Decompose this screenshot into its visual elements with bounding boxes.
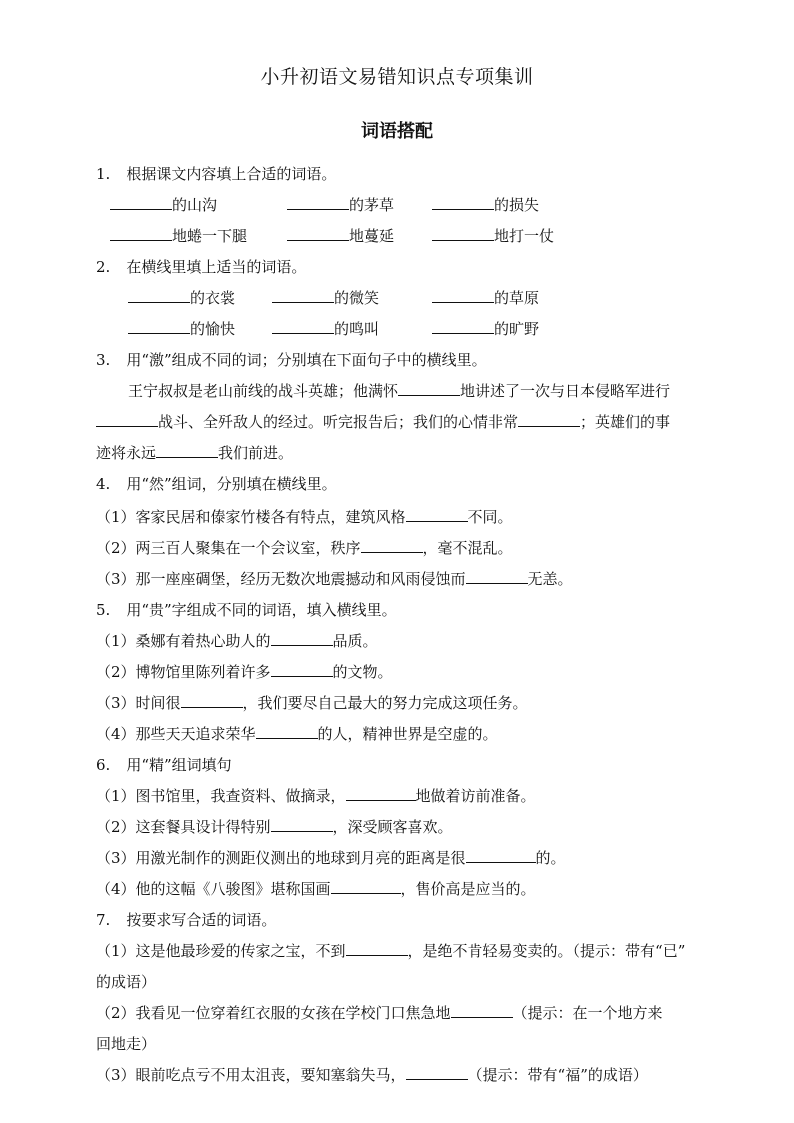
question-text: 用“精”组词填句 bbox=[126, 756, 232, 774]
sub-question: （3）时间很 ，我们要尽自己最大的努力完成这项任务。 bbox=[96, 694, 528, 712]
passage-line: 王宁叔叔是老山前线的战斗英雄；他满怀 地讲述了一次与日本侵略军进行 bbox=[128, 382, 671, 400]
fill-item: 的微笑 bbox=[272, 288, 379, 308]
question-text: 用“激”组成不同的词；分别填在下面句子中的横线里。 bbox=[126, 351, 487, 369]
sub-question: （1）客家民居和傣家竹楼各有特点，建筑风格 不同。 bbox=[96, 508, 513, 526]
answer-blank[interactable] bbox=[518, 412, 580, 427]
answer-blank[interactable] bbox=[406, 507, 468, 522]
answer-blank[interactable] bbox=[128, 288, 190, 303]
answer-blank[interactable] bbox=[398, 381, 460, 396]
sub-question: （2）两三百人聚集在一个会议室，秩序 ，毫不混乱。 bbox=[96, 539, 513, 557]
sub-question: （3）用激光制作的测距仪测出的地球到月亮的距离是很 的。 bbox=[96, 849, 566, 867]
sub-question-continued: 的成语） bbox=[96, 973, 157, 991]
sub-question: （1）桑娜有着热心助人的 品质。 bbox=[96, 632, 378, 650]
fill-item: 的山沟 bbox=[110, 195, 217, 215]
answer-blank[interactable] bbox=[256, 724, 318, 739]
question-number: 3. bbox=[96, 351, 111, 369]
answer-blank[interactable] bbox=[272, 288, 334, 303]
answer-blank[interactable] bbox=[432, 288, 494, 303]
question-text: 用“然”组词，分别填在横线里。 bbox=[126, 475, 337, 493]
answer-blank[interactable] bbox=[361, 538, 423, 553]
answer-blank[interactable] bbox=[110, 226, 172, 241]
question-6 bbox=[96, 755, 232, 775]
sub-question: （3）那一座座碉堡，经历无数次地震撼动和风雨侵蚀而 无恙。 bbox=[96, 570, 573, 588]
answer-blank[interactable] bbox=[181, 693, 243, 708]
answer-blank[interactable] bbox=[156, 443, 218, 458]
fill-item: 的旷野 bbox=[432, 319, 539, 339]
sub-question: （4）他的这幅《八骏图》堪称国画 ，售价高是应当的。 bbox=[96, 880, 536, 898]
question-1 bbox=[96, 164, 336, 184]
question-text: 按要求写合适的词语。 bbox=[126, 911, 277, 929]
sub-question: （2）我看见一位穿着红衣服的女孩在学校门口焦急地 （提示：在一个地方来 bbox=[96, 1004, 663, 1022]
answer-blank[interactable] bbox=[451, 1003, 513, 1018]
question-number: 5. bbox=[96, 601, 111, 619]
question-7 bbox=[96, 910, 276, 930]
question-5 bbox=[96, 600, 397, 620]
question-text: 用“贵”字组成不同的词语，填入横线里。 bbox=[126, 601, 397, 619]
sub-question: （1）这是他最珍爱的传家之宝，不到 ，是绝不肯轻易变卖的。（提示：带有“已” bbox=[96, 942, 686, 960]
question-number: 2. bbox=[96, 258, 111, 276]
sub-question: （4）那些天天追求荣华 的人，精神世界是空虚的。 bbox=[96, 725, 498, 743]
question-3 bbox=[96, 350, 487, 370]
fill-item: 的草原 bbox=[432, 288, 539, 308]
question-number: 4. bbox=[96, 475, 111, 493]
answer-blank[interactable] bbox=[466, 569, 528, 584]
answer-blank[interactable] bbox=[331, 879, 401, 894]
sub-question-continued: 回地走） bbox=[96, 1035, 157, 1053]
answer-blank[interactable] bbox=[346, 786, 416, 801]
fill-item: 的损失 bbox=[432, 195, 539, 215]
question-text: 在横线里填上适当的词语。 bbox=[126, 258, 307, 276]
question-2 bbox=[96, 257, 306, 277]
answer-blank[interactable] bbox=[271, 631, 333, 646]
page-title: 小升初语文易错知识点专项集训 bbox=[260, 66, 534, 88]
question-number: 6. bbox=[96, 756, 111, 774]
answer-blank[interactable] bbox=[287, 195, 349, 210]
question-4 bbox=[96, 474, 337, 494]
answer-blank[interactable] bbox=[287, 226, 349, 241]
answer-blank[interactable] bbox=[346, 941, 408, 956]
sub-question: （2）这套餐具设计得特别 ，深受顾客喜欢。 bbox=[96, 818, 453, 836]
sub-question: （3）眼前吃点亏不用太沮丧，要知塞翁失马， （提示：带有“福”的成语） bbox=[96, 1066, 648, 1084]
fill-item: 地蜷一下腿 bbox=[110, 226, 247, 246]
sub-question: （2）博物馆里陈列着许多 的文物。 bbox=[96, 663, 393, 681]
fill-item: 的愉快 bbox=[128, 319, 235, 339]
answer-blank[interactable] bbox=[272, 319, 334, 334]
question-text: 根据课文内容填上合适的词语。 bbox=[126, 165, 337, 183]
question-number: 1. bbox=[96, 165, 111, 183]
fill-item: 地打一仗 bbox=[432, 226, 554, 246]
answer-blank[interactable] bbox=[432, 319, 494, 334]
sub-question: （1）图书馆里，我查资料、做摘录， 地做着访前准备。 bbox=[96, 787, 536, 805]
fill-item: 地蔓延 bbox=[287, 226, 394, 246]
fill-item: 的衣裳 bbox=[128, 288, 235, 308]
fill-item: 的鸣叫 bbox=[272, 319, 379, 339]
answer-blank[interactable] bbox=[432, 226, 494, 241]
answer-blank[interactable] bbox=[110, 195, 172, 210]
page-subtitle: 词语搭配 bbox=[361, 121, 433, 142]
answer-blank[interactable] bbox=[271, 817, 333, 832]
answer-blank[interactable] bbox=[406, 1065, 468, 1080]
passage-line: 迹将永远 我们前进。 bbox=[96, 444, 294, 462]
answer-blank[interactable] bbox=[466, 848, 536, 863]
passage-line: 战斗、全歼敌人的经过。听完报告后；我们的心情非常 ；英雄们的事 bbox=[96, 412, 670, 432]
answer-blank[interactable] bbox=[96, 412, 158, 427]
answer-blank[interactable] bbox=[271, 662, 333, 677]
answer-blank[interactable] bbox=[432, 195, 494, 210]
fill-item: 的茅草 bbox=[287, 195, 394, 215]
answer-blank[interactable] bbox=[128, 319, 190, 334]
question-number: 7. bbox=[96, 911, 111, 929]
